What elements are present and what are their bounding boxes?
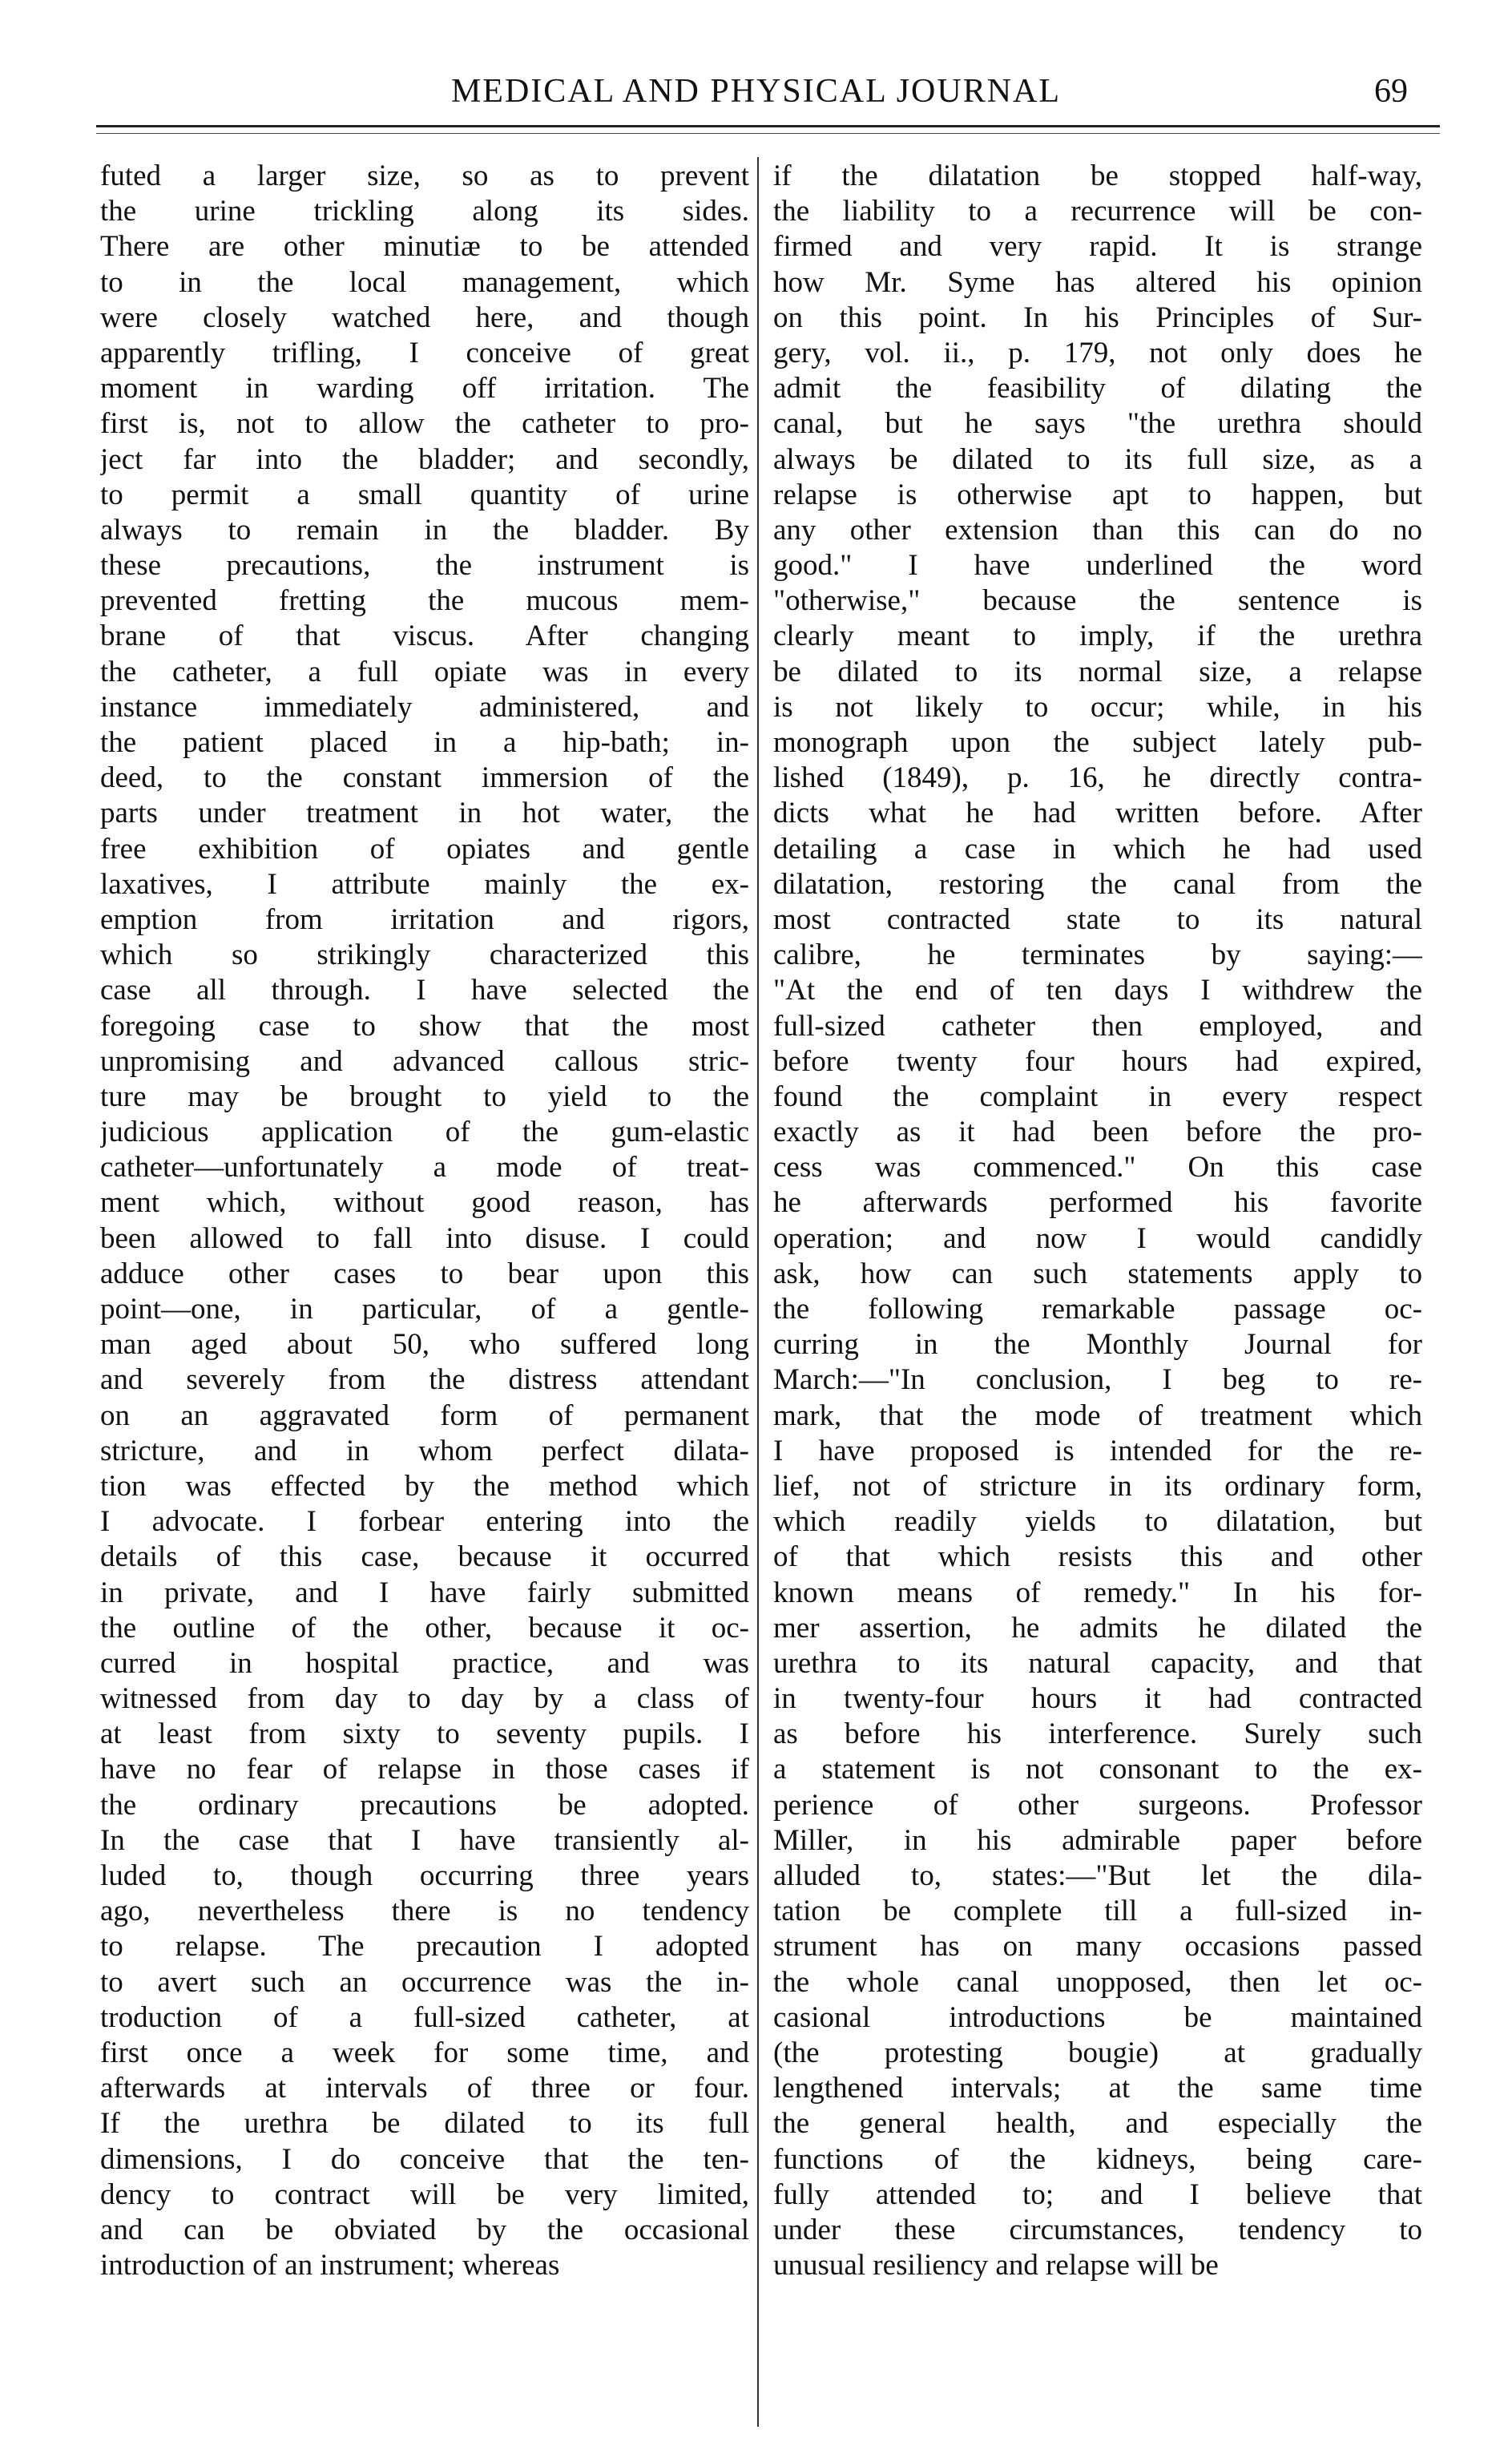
text-line: as before his interference. Surely such [773,1717,1422,1751]
text-line: the urine trickling along its sides. [100,195,749,228]
text-line: moment in warding off irritation. The [100,372,749,406]
text-line: first once a week for some time, and [100,2036,749,2069]
text-line: man aged about 50, who suffered long [100,1328,749,1362]
text-line: the following remarkable passage oc- [773,1293,1422,1326]
text-line: relapse is otherwise apt to happen, but [773,478,1422,511]
text-line: ask, how can such statements apply to [773,1257,1422,1290]
text-line: calibre, he terminates by saying:— [773,938,1422,972]
text-line: tation be complete till a full-sized in- [773,1895,1422,1928]
text-line: prevented fretting the mucous mem- [100,584,749,618]
text-line: and can be obviated by the occasional [100,2213,749,2246]
text-line: point—one, in particular, of a gentle- [100,1293,749,1326]
text-line: cess was commenced." On this case [773,1151,1422,1185]
text-line: apparently trifling, I conceive of great [100,336,749,369]
text-line: before twenty four hours had expired, [773,1044,1422,1078]
text-line: Miller, in his admirable paper before [773,1823,1422,1857]
page-number: 69 [1374,73,1408,110]
text-line: operation; and now I would candidly [773,1221,1422,1255]
text-line: strument has on many occasions passed [773,1930,1422,1964]
text-line: catheter—unfortunately a mode of treat- [100,1151,749,1185]
text-line: instance immediately administered, and [100,690,749,724]
text-line: dency to contract will be very limited, [100,2177,749,2211]
text-line: stricture, and in whom perfect dilata- [100,1434,749,1467]
text-line: under these circumstances, tendency to [773,2213,1422,2246]
text-line: which readily yields to dilatation, but [773,1505,1422,1539]
right-column [773,159,1422,2427]
text-line: on an aggravated form of permanent [100,1399,749,1432]
text-line: how Mr. Syme has altered his opinion [773,265,1422,299]
text-line: detailing a case in which he had used [773,832,1422,866]
text-line: tion was effected by the method which [100,1469,749,1503]
text-line: fully attended to; and I believe that [773,2177,1422,2211]
text-line: foregoing case to show that the most [100,1009,749,1043]
text-line: clearly meant to imply, if the urethra [773,620,1422,653]
text-line: the patient placed in a hip-bath; in- [100,726,749,759]
text-line: perience of other surgeons. Professor [773,1788,1422,1822]
text-line: deed, to the constant immersion of the [100,761,749,795]
text-line: which so strikingly characterized this [100,938,749,972]
text-line: ment which, without good reason, has [100,1186,749,1220]
text-line: monograph upon the subject lately pub- [773,726,1422,759]
text-line: In the case that I have transiently al- [100,1823,749,1857]
text-line: There are other minutiæ to be attended [100,230,749,264]
text-line: of that which resists this and other [773,1540,1422,1574]
text-line: futed a larger size, so as to prevent [100,159,749,192]
text-line: adduce other cases to bear upon this [100,1257,749,1290]
text-line: introduction of an instrument; whereas [100,2249,560,2282]
text-line: casional introductions be maintained [773,2000,1422,2034]
text-line: troduction of a full-sized catheter, at [100,2000,749,2034]
text-line: gery, vol. ii., p. 179, not only does he [773,336,1422,369]
text-line: urethra to its natural capacity, and that [773,1646,1422,1680]
text-line: full-sized catheter then employed, and [773,1009,1422,1043]
text-line: ture may be brought to yield to the [100,1080,749,1113]
text-line: the liability to a recurrence will be con- [773,195,1422,228]
text-line: mer assertion, he admits he dilated the [773,1611,1422,1645]
text-line: alluded to, states:—"But let the dila- [773,1859,1422,1892]
text-line: "otherwise," because the sentence is [773,584,1422,618]
text-line: dimensions, I do conceive that the ten- [100,2142,749,2176]
text-line: is not likely to occur; while, in his [773,690,1422,724]
text-line: March:—"In conclusion, I beg to re- [773,1363,1422,1397]
text-line: firmed and very rapid. It is strange [773,230,1422,264]
text-line: witnessed from day to day by a class of [100,1682,749,1716]
text-line: brane of that viscus. After changing [100,620,749,653]
header-rule-thin [96,133,1440,134]
text-line: admit the feasibility of dilating the [773,372,1422,406]
text-line: any other extension than this can do no [773,513,1422,547]
text-line: lished (1849), p. 16, he directly contra- [773,761,1422,795]
text-line: most contracted state to its natural [773,902,1422,936]
left-column [100,159,749,2427]
text-line: luded to, though occurring three years [100,1859,749,1892]
text-line: to in the local management, which [100,265,749,299]
text-line: found the complaint in every respect [773,1080,1422,1113]
text-line: on this point. In his Principles of Sur- [773,301,1422,334]
text-line: to permit a small quantity of urine [100,478,749,511]
text-line: dicts what he had written before. After [773,797,1422,830]
text-line: judicious application of the gum-elastic [100,1116,749,1149]
text-line: (the protesting bougie) at gradually [773,2036,1422,2069]
text-line: the whole canal unopposed, then let oc- [773,1965,1422,1999]
text-line: the outline of the other, because it oc- [100,1611,749,1645]
header-rule-thick [96,125,1440,127]
text-line: to avert such an occurrence was the in- [100,1965,749,1999]
text-line: If the urethra be dilated to its full [100,2107,749,2141]
text-line: to relapse. The precaution I adopted [100,1930,749,1964]
text-line: details of this case, because it occurred [100,1540,749,1574]
text-line: laxatives, I attribute mainly the ex- [100,867,749,901]
text-line: were closely watched here, and though [100,301,749,334]
text-line: case all through. I have selected the [100,974,749,1007]
text-line: the ordinary precautions be adopted. [100,1788,749,1822]
text-line: functions of the kidneys, being care- [773,2142,1422,2176]
text-line: always to remain in the bladder. By [100,513,749,547]
text-line: always be dilated to its full size, as a [773,442,1422,476]
text-line: at least from sixty to seventy pupils. I [100,1717,749,1751]
column-divider [757,157,759,2427]
text-line: been allowed to fall into disuse. I could [100,1221,749,1255]
text-line: afterwards at intervals of three or four. [100,2072,749,2105]
text-line: be dilated to its normal size, a relapse [773,655,1422,688]
text-line: lengthened intervals; at the same time [773,2072,1422,2105]
text-line: he afterwards performed his favorite [773,1186,1422,1220]
text-line: and severely from the distress attendant [100,1363,749,1397]
text-line: I advocate. I forbear entering into the [100,1505,749,1539]
text-line: mark, that the mode of treatment which [773,1399,1422,1432]
text-line: known means of remedy." In his for- [773,1576,1422,1609]
text-line: these precautions, the instrument is [100,549,749,583]
text-line: "At the end of ten days I withdrew the [773,974,1422,1007]
text-line: I have proposed is intended for the re- [773,1434,1422,1467]
text-line: first is, not to allow the catheter to pro- [100,407,749,441]
text-line: free exhibition of opiates and gentle [100,832,749,866]
text-line: ject far into the bladder; and secondly, [100,442,749,476]
running-header [96,72,1416,120]
text-line: emption from irritation and rigors, [100,902,749,936]
text-line: unpromising and advanced callous stric- [100,1044,749,1078]
text-line: parts under treatment in hot water, the [100,797,749,830]
text-line: if the dilatation be stopped half-way, [773,159,1422,192]
text-line: good." I have underlined the word [773,549,1422,583]
text-line: the catheter, a full opiate was in every [100,655,749,688]
text-line: in private, and I have fairly submitted [100,1576,749,1609]
text-line: unusual resiliency and relapse will be [773,2249,1219,2282]
text-line: curring in the Monthly Journal for [773,1328,1422,1362]
text-line: ago, nevertheless there is no tendency [100,1895,749,1928]
text-line: have no fear of relapse in those cases if [100,1753,749,1786]
text-line: canal, but he says "the urethra should [773,407,1422,441]
text-line: a statement is not consonant to the ex- [773,1753,1422,1786]
journal-title: MEDICAL AND PHYSICAL JOURNAL [450,73,1062,110]
text-line: curred in hospital practice, and was [100,1646,749,1680]
text-line: lief, not of stricture in its ordinary form, [773,1469,1422,1503]
text-line: the general health, and especially the [773,2107,1422,2141]
text-line: exactly as it had been before the pro- [773,1116,1422,1149]
text-line: dilatation, restoring the canal from the [773,867,1422,901]
text-line: in twenty-four hours it had contracted [773,1682,1422,1716]
